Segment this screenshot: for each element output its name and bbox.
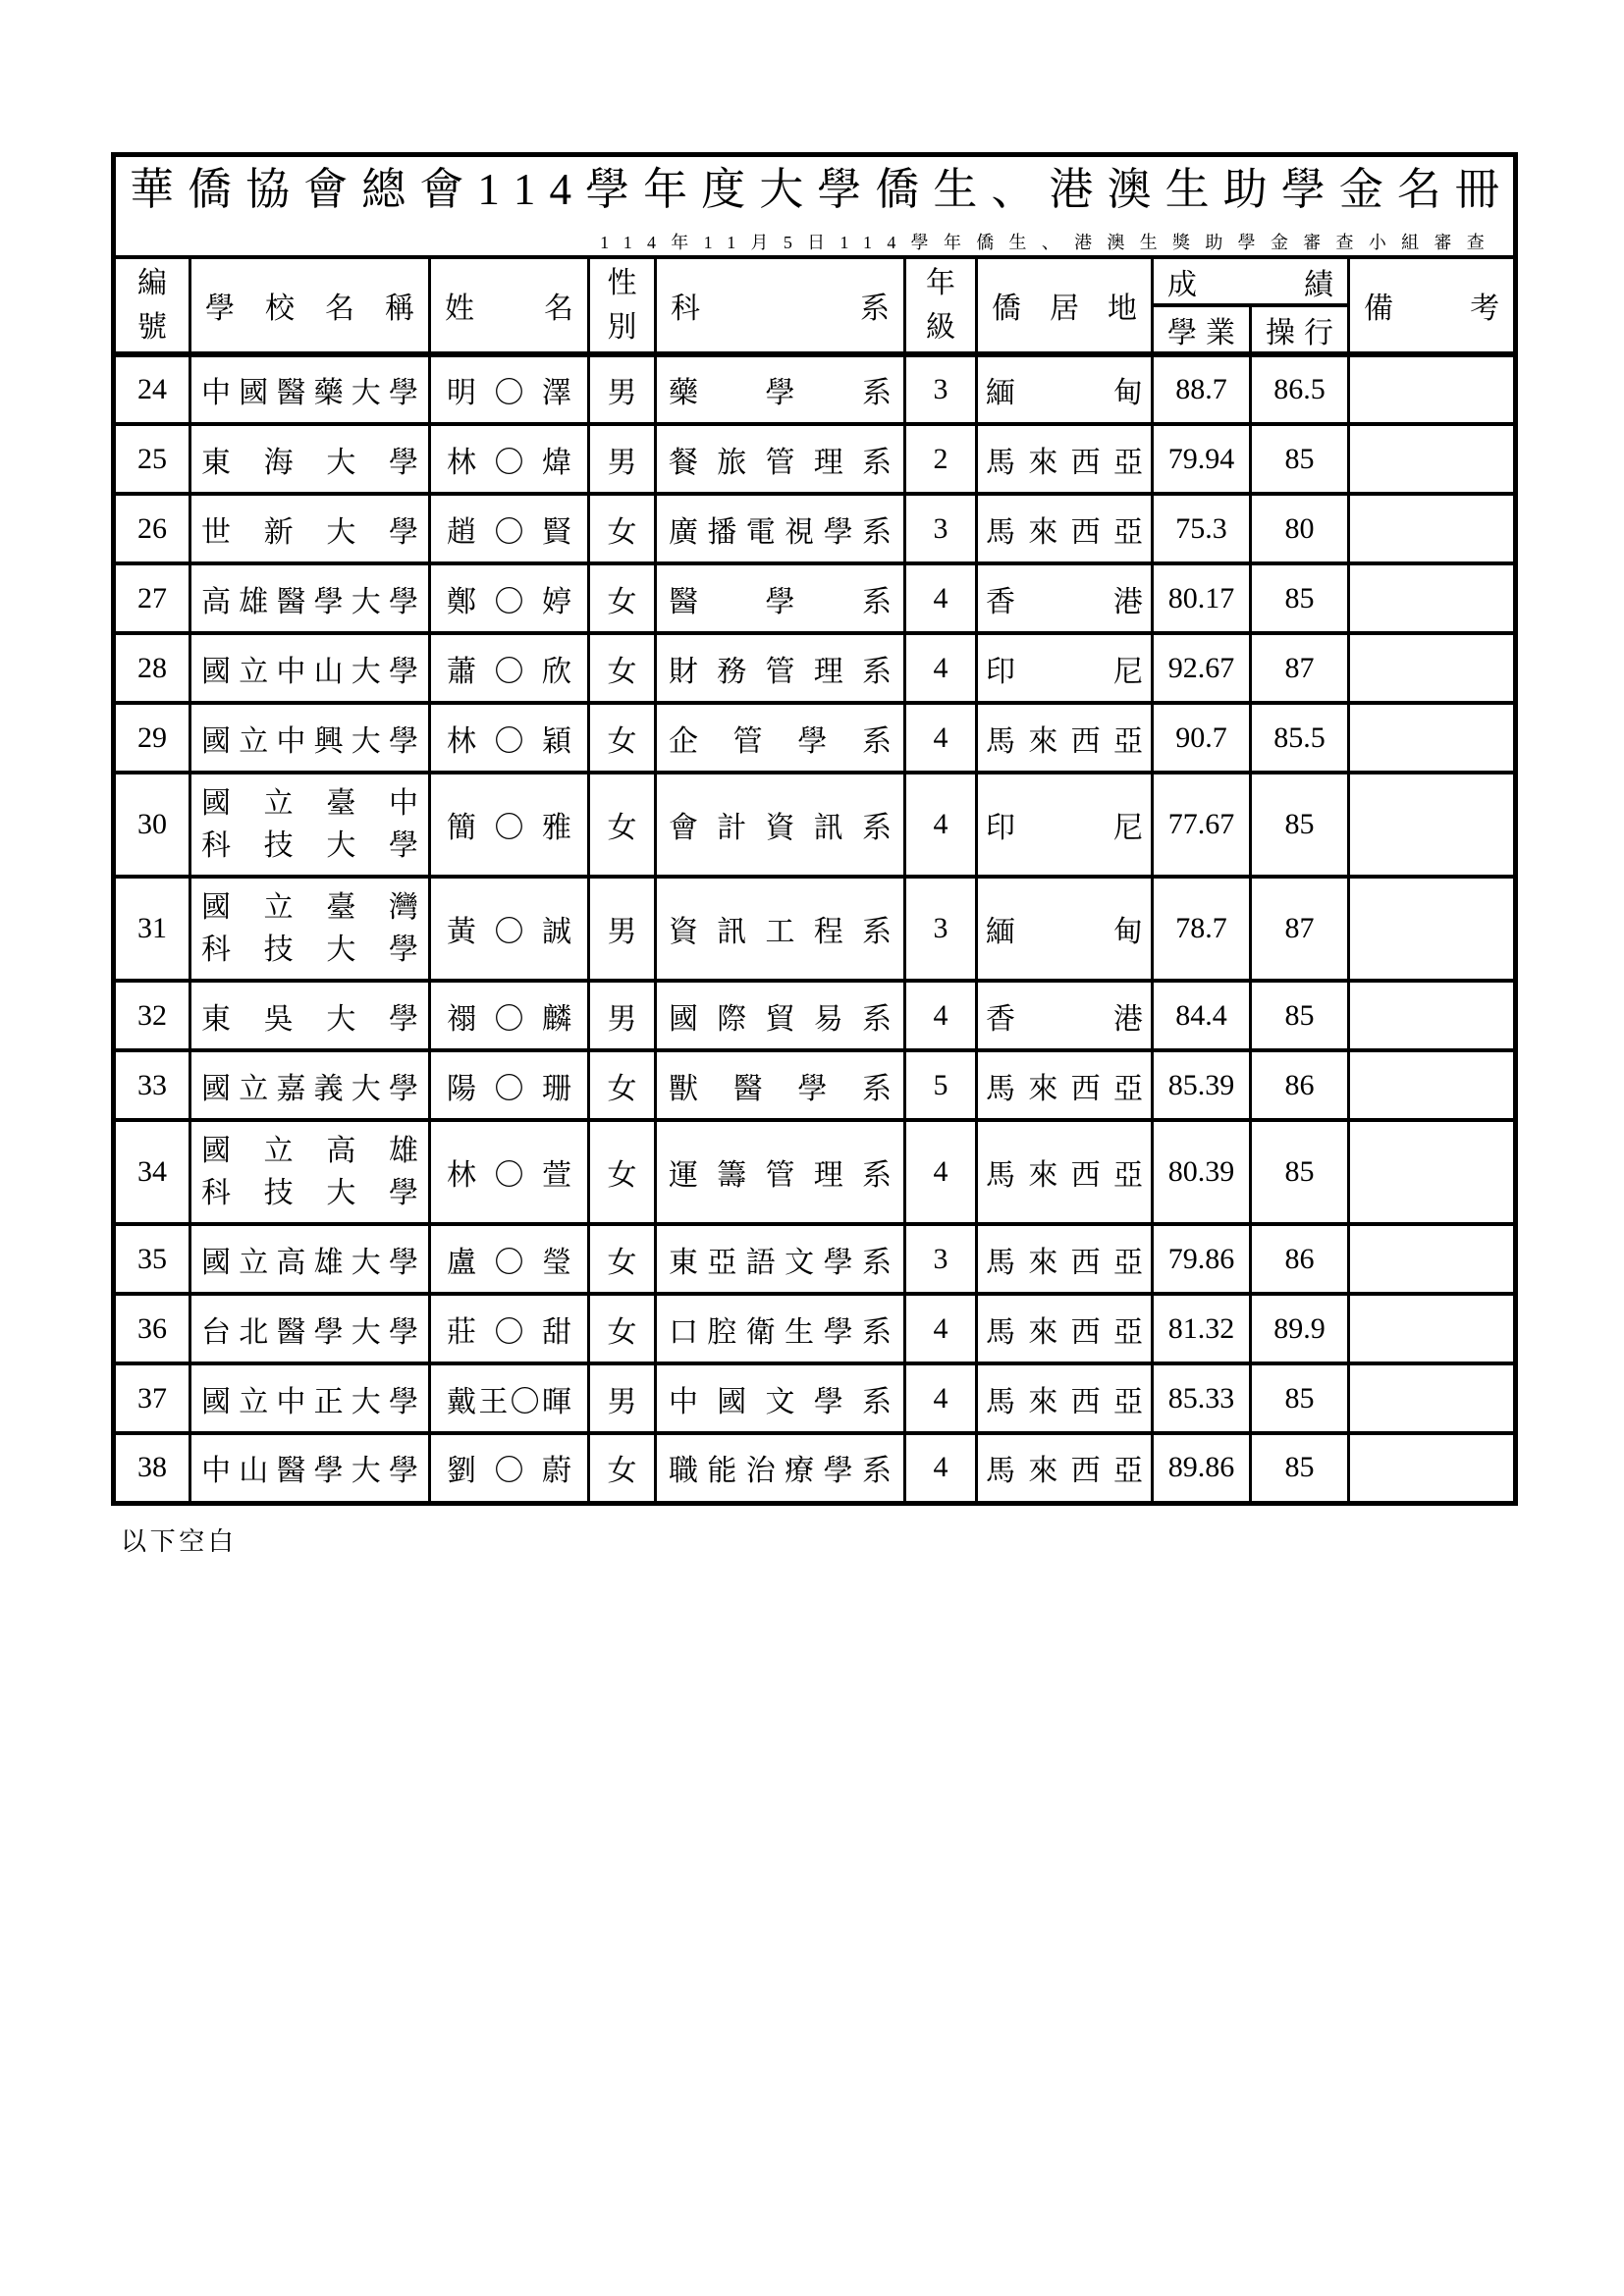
department-cell: 廣 播 電 視 學 系: [656, 494, 905, 563]
remark-cell: [1349, 703, 1516, 773]
academic-score-cell: 90.7: [1153, 703, 1251, 773]
department-cell: 運 籌 管 理 系: [656, 1120, 905, 1224]
student-name-cell: 莊 〇 甜: [430, 1294, 589, 1363]
grade-cell: 4: [905, 981, 977, 1050]
document-title: 華 僑 協 會 總 會 1 1 4 學 年 度 大 學 僑 生 、 港 澳 生 助 學 金 名 冊: [130, 165, 1499, 214]
roster-row: [114, 1050, 1516, 1120]
grade-cell: 4: [905, 773, 977, 877]
header-conduct: 操 行: [1251, 305, 1349, 354]
grade-cell: 3: [905, 354, 977, 424]
gender-cell: 女: [589, 1224, 656, 1294]
conduct-score-cell: 86: [1251, 1050, 1349, 1120]
conduct-score-cell: 85: [1251, 1120, 1349, 1224]
school-cell: 國 立 嘉 義 大 學: [190, 1050, 430, 1120]
roster-row: [114, 1363, 1516, 1433]
header-school: 學 校 名 稱: [190, 257, 430, 354]
student-name-cell: 劉 〇 蔚: [430, 1433, 589, 1503]
student-name-cell: 盧 〇 瑩: [430, 1224, 589, 1294]
gender-cell: 男: [589, 354, 656, 424]
table-body: [114, 354, 1516, 1503]
remark-cell: [1349, 1120, 1516, 1224]
remark-cell: [1349, 773, 1516, 877]
roster-row: [114, 877, 1516, 981]
row-id-cell: 29: [114, 703, 190, 773]
grade-cell: 4: [905, 633, 977, 703]
remark-cell: [1349, 1433, 1516, 1503]
origin-cell: 馬 來 西 亞: [977, 703, 1153, 773]
department-cell: 中 國 文 學 系: [656, 1363, 905, 1433]
header-origin: 僑 居 地: [977, 257, 1153, 354]
academic-score-cell: 89.86: [1153, 1433, 1251, 1503]
school-cell: 高 雄 醫 學 大 學: [190, 563, 430, 633]
student-name-cell: 林 〇 煒: [430, 424, 589, 494]
header-gender: 性別: [589, 257, 656, 354]
grade-cell: 4: [905, 703, 977, 773]
origin-cell: 香 港: [977, 981, 1153, 1050]
student-name-cell: 陽 〇 珊: [430, 1050, 589, 1120]
remark-cell: [1349, 563, 1516, 633]
conduct-score-cell: 86: [1251, 1224, 1349, 1294]
origin-cell: 印 尼: [977, 633, 1153, 703]
remark-cell: [1349, 354, 1516, 424]
department-cell: 財 務 管 理 系: [656, 633, 905, 703]
school-cell: 東 海 大 學: [190, 424, 430, 494]
remark-cell: [1349, 877, 1516, 981]
student-name-cell: 鄭 〇 婷: [430, 563, 589, 633]
gender-cell: 女: [589, 633, 656, 703]
academic-score-cell: 84.4: [1153, 981, 1251, 1050]
remark-cell: [1349, 1224, 1516, 1294]
gender-cell: 女: [589, 494, 656, 563]
row-id-cell: 28: [114, 633, 190, 703]
conduct-score-cell: 87: [1251, 633, 1349, 703]
origin-cell: 香 港: [977, 563, 1153, 633]
conduct-score-cell: 89.9: [1251, 1294, 1349, 1363]
row-id-cell: 35: [114, 1224, 190, 1294]
remark-cell: [1349, 981, 1516, 1050]
gender-cell: 女: [589, 703, 656, 773]
school-cell: 世 新 大 學: [190, 494, 430, 563]
conduct-score-cell: 85: [1251, 773, 1349, 877]
department-cell: 資 訊 工 程 系: [656, 877, 905, 981]
department-cell: 企 管 學 系: [656, 703, 905, 773]
grade-cell: 4: [905, 1120, 977, 1224]
row-id-cell: 27: [114, 563, 190, 633]
roster-row: [114, 354, 1516, 424]
remark-cell: [1349, 494, 1516, 563]
roster-row: [114, 1433, 1516, 1503]
row-id-cell: 26: [114, 494, 190, 563]
school-cell: 國 立 中 興 大 學: [190, 703, 430, 773]
student-name-cell: 禤 〇 麟: [430, 981, 589, 1050]
gender-cell: 女: [589, 1433, 656, 1503]
student-name-cell: 明 〇 澤: [430, 354, 589, 424]
header-academic: 學 業: [1153, 305, 1251, 354]
school-cell: 國 立 高 雄 科 技 大 學: [190, 1120, 430, 1224]
header-score-group: 成 績: [1153, 257, 1349, 305]
student-name-cell: 林 〇 穎: [430, 703, 589, 773]
roster-row: [114, 633, 1516, 703]
roster-row: [114, 1224, 1516, 1294]
conduct-score-cell: 87: [1251, 877, 1349, 981]
scholarship-roster-table: [111, 152, 1518, 1506]
origin-cell: 緬 甸: [977, 354, 1153, 424]
gender-cell: 男: [589, 877, 656, 981]
origin-cell: 馬 來 西 亞: [977, 1433, 1153, 1503]
remark-cell: [1349, 1363, 1516, 1433]
conduct-score-cell: 85.5: [1251, 703, 1349, 773]
school-cell: 中 國 醫 藥 大 學: [190, 354, 430, 424]
gender-cell: 男: [589, 1363, 656, 1433]
title-row: [114, 155, 1516, 258]
remark-cell: [1349, 424, 1516, 494]
department-cell: 醫 學 系: [656, 563, 905, 633]
origin-cell: 馬 來 西 亞: [977, 424, 1153, 494]
academic-score-cell: 88.7: [1153, 354, 1251, 424]
origin-cell: 馬 來 西 亞: [977, 1120, 1153, 1224]
student-name-cell: 簡 〇 雅: [430, 773, 589, 877]
grade-cell: 3: [905, 1224, 977, 1294]
roster-row: [114, 1294, 1516, 1363]
department-cell: 國 際 貿 易 系: [656, 981, 905, 1050]
grade-cell: 5: [905, 1050, 977, 1120]
header-grade: 年級: [905, 257, 977, 354]
conduct-score-cell: 85: [1251, 1363, 1349, 1433]
origin-cell: 馬 來 西 亞: [977, 1050, 1153, 1120]
academic-score-cell: 85.33: [1153, 1363, 1251, 1433]
table-title-cell: [114, 155, 1516, 258]
conduct-score-cell: 85: [1251, 424, 1349, 494]
academic-score-cell: 77.67: [1153, 773, 1251, 877]
roster-row: [114, 494, 1516, 563]
row-id-cell: 38: [114, 1433, 190, 1503]
school-cell: 國 立 臺 中 科 技 大 學: [190, 773, 430, 877]
department-cell: 藥 學 系: [656, 354, 905, 424]
roster-row: [114, 981, 1516, 1050]
conduct-score-cell: 85: [1251, 981, 1349, 1050]
academic-score-cell: 85.39: [1153, 1050, 1251, 1120]
school-cell: 東 吳 大 學: [190, 981, 430, 1050]
grade-cell: 4: [905, 1294, 977, 1363]
origin-cell: 印 尼: [977, 773, 1153, 877]
origin-cell: 馬 來 西 亞: [977, 1294, 1153, 1363]
academic-score-cell: 92.67: [1153, 633, 1251, 703]
gender-cell: 男: [589, 424, 656, 494]
department-cell: 餐 旅 管 理 系: [656, 424, 905, 494]
academic-score-cell: 79.86: [1153, 1224, 1251, 1294]
grade-cell: 4: [905, 1363, 977, 1433]
department-cell: 會 計 資 訊 系: [656, 773, 905, 877]
academic-score-cell: 80.17: [1153, 563, 1251, 633]
gender-cell: 女: [589, 773, 656, 877]
grade-cell: 4: [905, 1433, 977, 1503]
grade-cell: 4: [905, 563, 977, 633]
department-cell: 口 腔 衛 生 學 系: [656, 1294, 905, 1363]
grade-cell: 2: [905, 424, 977, 494]
grade-cell: 3: [905, 877, 977, 981]
row-id-cell: 32: [114, 981, 190, 1050]
roster-row: [114, 773, 1516, 877]
conduct-score-cell: 86.5: [1251, 354, 1349, 424]
row-id-cell: 33: [114, 1050, 190, 1120]
footer-note: 以下空白: [121, 1526, 238, 1556]
row-id-cell: 24: [114, 354, 190, 424]
row-id-cell: 37: [114, 1363, 190, 1433]
grade-cell: 3: [905, 494, 977, 563]
row-id-cell: 36: [114, 1294, 190, 1363]
document-subtitle: 114年11月5日114學年僑生、港澳生獎助學金審查小組審查: [600, 233, 1500, 253]
origin-cell: 馬 來 西 亞: [977, 494, 1153, 563]
school-cell: 國 立 中 山 大 學: [190, 633, 430, 703]
student-name-cell: 蕭 〇 欣: [430, 633, 589, 703]
gender-cell: 女: [589, 1050, 656, 1120]
department-cell: 獸 醫 學 系: [656, 1050, 905, 1120]
academic-score-cell: 80.39: [1153, 1120, 1251, 1224]
school-cell: 國 立 高 雄 大 學: [190, 1224, 430, 1294]
document-page: [111, 152, 1513, 1558]
origin-cell: 馬 來 西 亞: [977, 1363, 1153, 1433]
conduct-score-cell: 80: [1251, 494, 1349, 563]
origin-cell: 馬 來 西 亞: [977, 1224, 1153, 1294]
student-name-cell: 黃 〇 誠: [430, 877, 589, 981]
conduct-score-cell: 85: [1251, 563, 1349, 633]
header-id: 編號: [114, 257, 190, 354]
gender-cell: 女: [589, 1120, 656, 1224]
department-cell: 職 能 治 療 學 系: [656, 1433, 905, 1503]
academic-score-cell: 79.94: [1153, 424, 1251, 494]
header-dept: 科 系: [656, 257, 905, 354]
row-id-cell: 34: [114, 1120, 190, 1224]
student-name-cell: 戴 王 〇 暉: [430, 1363, 589, 1433]
remark-cell: [1349, 1050, 1516, 1120]
department-cell: 東 亞 語 文 學 系: [656, 1224, 905, 1294]
school-cell: 國 立 中 正 大 學: [190, 1363, 430, 1433]
gender-cell: 女: [589, 1294, 656, 1363]
school-cell: 中 山 醫 學 大 學: [190, 1433, 430, 1503]
academic-score-cell: 81.32: [1153, 1294, 1251, 1363]
row-id-cell: 30: [114, 773, 190, 877]
roster-row: [114, 1120, 1516, 1224]
roster-row: [114, 703, 1516, 773]
academic-score-cell: 75.3: [1153, 494, 1251, 563]
student-name-cell: 林 〇 萱: [430, 1120, 589, 1224]
row-id-cell: 31: [114, 877, 190, 981]
school-cell: 台 北 醫 學 大 學: [190, 1294, 430, 1363]
roster-row: [114, 424, 1516, 494]
student-name-cell: 趙 〇 賢: [430, 494, 589, 563]
gender-cell: 女: [589, 563, 656, 633]
header-remark: 備 考: [1349, 257, 1516, 354]
school-cell: 國 立 臺 灣 科 技 大 學: [190, 877, 430, 981]
header-name: 姓 名: [430, 257, 589, 354]
origin-cell: 緬 甸: [977, 877, 1153, 981]
row-id-cell: 25: [114, 424, 190, 494]
remark-cell: [1349, 1294, 1516, 1363]
header-row: [114, 257, 1516, 305]
academic-score-cell: 78.7: [1153, 877, 1251, 981]
gender-cell: 男: [589, 981, 656, 1050]
remark-cell: [1349, 633, 1516, 703]
conduct-score-cell: 85: [1251, 1433, 1349, 1503]
roster-row: [114, 563, 1516, 633]
